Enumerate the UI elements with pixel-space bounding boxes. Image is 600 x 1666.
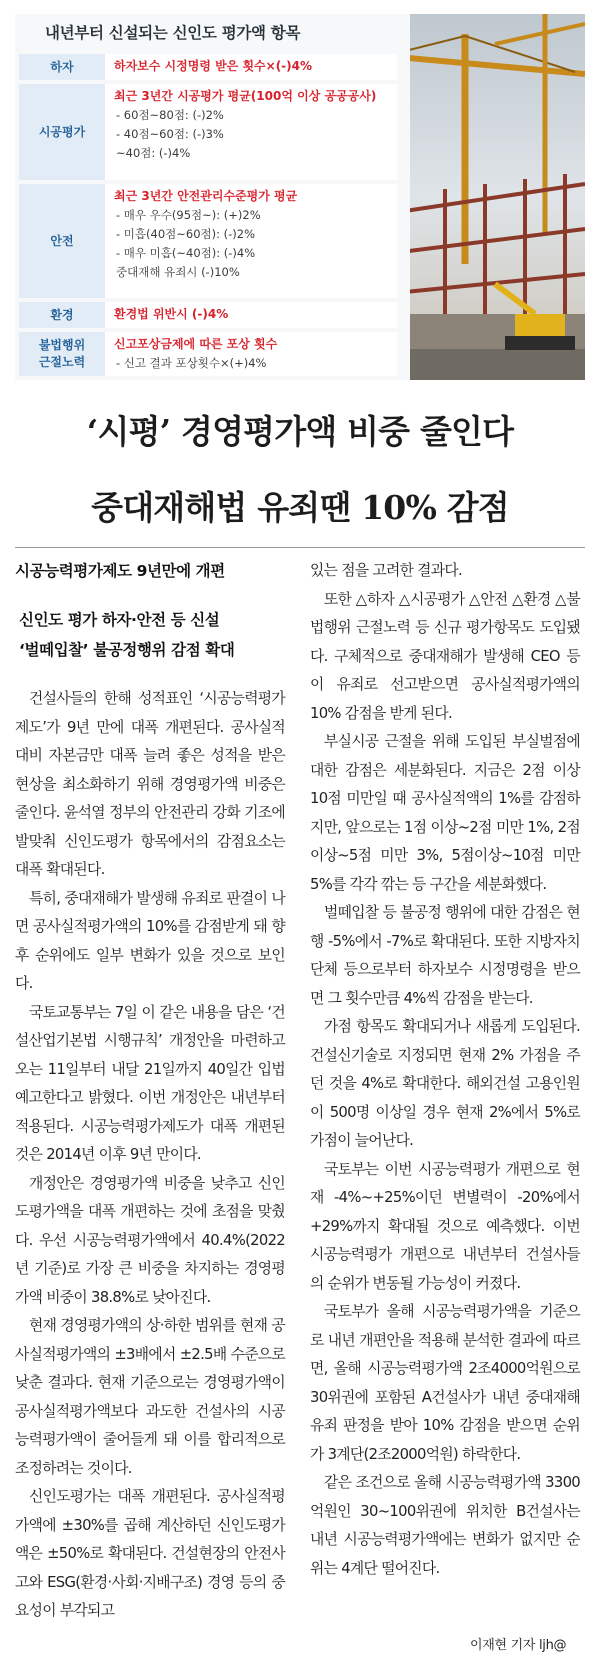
paragraph: 부실시공 근절을 위해 도입된 부실벌점에 대한 감점은 세분화된다. 지금은 2점 이상 10점 미만일 때 공사실적액의 1%를 감점하지만, 앞으로는 1점 이상~2점 미만 1%, 2점 이상~5점 미만 3%, 5점이상~10점 미만 5%를 각각 깎는 등 구간을 세분화했다. [310, 733, 580, 893]
row-line: - 60점~80점: (-)2% [116, 108, 224, 122]
category-label: 안전 [19, 184, 105, 298]
row-line: 최근 3년간 안전관리수준평가 평균 [114, 189, 298, 203]
headline [0, 394, 600, 546]
row-body [105, 54, 397, 80]
paragraph: 벌떼입찰 등 불공정 행위에 대한 감점은 현행 -5%에서 -7%로 확대된다. 또한 지방자치단체 등으로부터 하자보수 시정명령을 받으면 그 횟수만큼 4%씩 감점을 받는다. [310, 904, 580, 1007]
article-column-right [310, 557, 580, 1583]
row-body [105, 184, 397, 298]
row-line: - 미흡(40점~60점): (-)2% [116, 227, 256, 241]
category-label: 시공평가 [19, 84, 105, 180]
row-line: - 40점~60점: (-)3% [116, 127, 224, 141]
category-label: 불법행위 근절노력 [19, 332, 105, 376]
headline-line-2: 중대재해법 유죄땐 10% 감점 [91, 488, 509, 527]
paragraph: 현재 경영평가액의 상·하한 범위를 현재 공사실적평가액의 ±3배에서 ±2.5배 수준으로 낮춘 결과다. 현재 기준으로는 경영평가액이 공사실적평가액보다 과도한 건설사의 시공능력평가액이 줄어들게 돼 이를 합리적으로 조정하려는 것이다. [15, 1317, 285, 1477]
row-line: 최근 3년간 시공평가 평균(100억 이상 공공공사) [114, 89, 377, 103]
paragraph: 건설사들의 한해 성적표인 ‘시공능력평가제도’가 9년 만에 대폭 개편된다. 공사실적 대비 자본금만 대폭 늘려 좋은 성적을 받은 현상을 최소화하기 위해 경영평가액 비중은 줄인다. 윤석열 정부의 안전관리 강화 기조에 발맞춰 신인도평가 항목에서의 감점요소는 대폭 확대된다. [15, 690, 285, 878]
subhead [15, 605, 285, 665]
subhead-line-1: 신인도 평가 하자·안전 등 신설 [19, 611, 220, 629]
category-label: 환경 [19, 302, 105, 328]
row-line: 환경법 위반시 (-)4% [114, 307, 229, 321]
row-line: ~40점: (-)4% [116, 146, 191, 160]
row-construction-eval [19, 84, 397, 180]
paragraph: 국토부가 올해 시공능력평가액을 기준으로 내년 개편안을 적용해 분석한 결과에 따르면, 올해 시공능력평가액 2조4000억원으로 30위권에 포함된 A건설사가 내년 중대재해 유죄 판정을 받아 10% 감점을 받으면 순위가 3계단(2조2000억원) 하락한다. [310, 1303, 580, 1463]
paragraph: 특히, 중대재해가 발생해 유죄로 판결이 나면 공사실적평가액의 10%를 감점받게 돼 향후 순위에도 일부 변화가 있을 것으로 보인다. [15, 889, 285, 992]
paragraph: 개정안은 경영평가액 비중을 낮추고 신인도평가액을 대폭 개편하는 것에 초점을 맞췄다. 우선 시공능력평가액에서 40.4%(2022년 기준)로 가장 큰 비중을 차지하는 경영평가액 비중이 38.8%로 낮아진다. [15, 1174, 285, 1306]
row-body [105, 302, 397, 328]
infographic-title: 내년부터 신설되는 신인도 평가액 항목 [45, 24, 301, 42]
subhead-line-2: ‘벌떼입찰’ 불공정행위 감점 확대 [19, 641, 235, 659]
row-body [105, 84, 397, 180]
row-line: 중대재해 유죄시 (-)10% [116, 265, 240, 279]
row-safety [19, 184, 397, 298]
divider [15, 547, 585, 548]
paragraph: 국토부는 이번 시공능력평가 개편으로 현재 -4%~+25%이던 변별력이 -20%에서 +29%까지 확대될 것으로 예측했다. 이번 시공능력평가 개편으로 내년부터 건설사들의 순위가 변동될 가능성이 커졌다. [310, 1160, 580, 1292]
row-line: - 신고 결과 포상횟수×(+)4% [116, 356, 267, 370]
article-column-left [15, 557, 285, 1626]
row-illegal-act [19, 332, 397, 376]
row-defect [19, 54, 397, 80]
row-line: - 매우 미흡(~40점): (-)4% [116, 246, 256, 260]
row-line: 신고포상금제에 따른 포상 횟수 [114, 337, 278, 351]
row-body [105, 332, 397, 376]
info-table [19, 54, 397, 380]
paragraph: 또한 △하자 △시공평가 △안전 △환경 △불법행위 근절노력 등 신규 평가항목도 도입됐다. 구체적으로 중대재해가 발생해 CEO 등이 유죄로 선고받으면 공사실적평가액의 10% 감점을 받게 된다. [310, 590, 580, 722]
byline: 이재현 기자 ljh@ [470, 1638, 567, 1653]
row-line: 하자보수 시정명령 받은 횟수×(-)4% [114, 59, 313, 73]
kicker: 시공능력평가제도 9년만에 개편 [15, 562, 225, 580]
info-panel [15, 14, 410, 380]
infographic [15, 14, 585, 380]
row-environment [19, 302, 397, 328]
paragraph: 같은 조건으로 올해 시공능력평가액 3300억원인 30~100위권에 위치한 B건설사는 내년 시공능력평가액에는 변화가 없지만 순위는 4계단 떨어진다. [310, 1474, 580, 1577]
headline-line-1: ‘시평’ 경영평가액 비중 줄인다 [86, 412, 514, 451]
category-label: 하자 [19, 54, 105, 80]
paragraph: 있는 점을 고려한 결과다. [310, 562, 462, 579]
paragraph: 신인도평가는 대폭 개편된다. 공사실적평가액에 ±30%를 곱해 계산하던 신인도평가액은 ±50%로 확대된다. 건설현장의 안전사고와 ESG(환경·사회·지배구조) 경영 등의 중요성이 부각되고 [15, 1488, 285, 1619]
row-line: - 매우 우수(95점~): (+)2% [116, 208, 261, 222]
paragraph: 가점 항목도 확대되거나 새롭게 도입된다. 건설신기술로 지정되면 현재 2% 가점을 주던 것을 4%로 확대한다. 해외건설 고용인원이 500명 이상일 경우 현재 2%에서 5%로 가점이 늘어난다. [310, 1018, 580, 1149]
paragraph: 국토교통부는 7일 이 같은 내용을 담은 ‘건설산업기본법 시행규칙’ 개정안을 마련하고 오는 11일부터 내달 21일까지 40일간 입법예고한다고 밝혔다. 이번 개정안은 내년부터 적용된다. 시공능력평가제도가 대폭 개편된 것은 2014년 이후 9년 만이다. [15, 1003, 285, 1163]
